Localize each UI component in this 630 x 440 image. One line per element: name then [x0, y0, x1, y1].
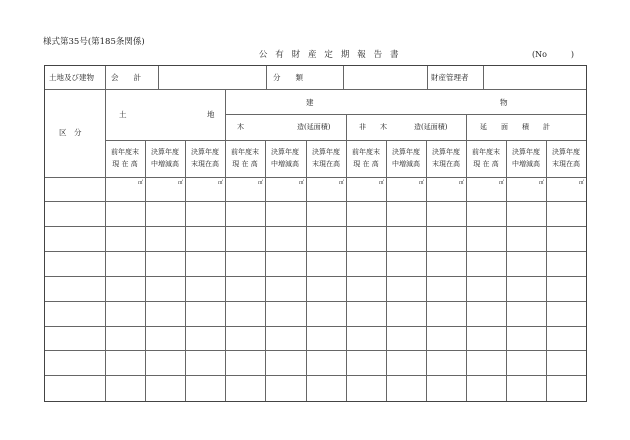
unit-label: ㎡: [379, 180, 385, 186]
unit-label: ㎡: [499, 180, 505, 186]
column-divider: [145, 140, 146, 401]
nonwooden-area-label: 造(延面積): [414, 123, 448, 131]
header-divider: [105, 66, 106, 89]
unit-label: ㎡: [459, 180, 465, 186]
land-char: 土: [119, 110, 127, 119]
report-title: 公 有 財 産 定 期 報 告 書: [258, 50, 402, 60]
row-divider: [45, 201, 586, 202]
building-char: 建: [306, 98, 314, 107]
column-divider: [306, 140, 307, 401]
column-header: 決算年度 末現在高: [432, 148, 460, 168]
account-label: 会 計: [111, 73, 141, 82]
unit-label: ㎡: [258, 180, 264, 186]
unit-label: ㎡: [339, 180, 345, 186]
building-char: 物: [500, 98, 508, 107]
land-building-label: 土地及び建物: [49, 73, 94, 82]
column-header: 前年度末 現 在 高: [111, 148, 139, 168]
unit-label: ㎡: [539, 180, 545, 186]
header-bottom-divider: [45, 177, 586, 178]
column-divider: [386, 140, 387, 401]
row-divider: [45, 375, 586, 376]
column-header: 前年度末 現 在 高: [231, 148, 259, 168]
column-header: 決算年度 中増減高: [151, 148, 179, 168]
column-divider: [506, 140, 507, 401]
manager-label: 財産管理者: [431, 73, 469, 82]
column-header: 前年度末 現 在 高: [472, 148, 500, 168]
column-header: 決算年度 中増減高: [271, 148, 299, 168]
header-divider: [427, 66, 428, 89]
form-label: 様式第35号(第185条関係): [43, 37, 145, 47]
row-divider: [45, 251, 586, 252]
unit-label: ㎡: [579, 180, 585, 186]
column-header: 決算年度 中増減高: [512, 148, 540, 168]
report-number: (No ): [532, 50, 575, 59]
section-label: 区 分: [59, 128, 82, 137]
unit-label: ㎡: [419, 180, 425, 186]
header-divider: [266, 66, 267, 89]
column-header: 決算年度 中増減高: [392, 148, 420, 168]
building-subheader-divider: [225, 114, 586, 115]
column-divider: [426, 140, 427, 401]
row-divider: [45, 301, 586, 302]
header-divider: [343, 66, 344, 89]
report-table: [44, 65, 587, 402]
wooden-label: 木: [237, 123, 244, 131]
column-header: 決算年度 末現在高: [191, 148, 219, 168]
row-divider: [45, 276, 586, 277]
header-row-divider: [45, 89, 586, 90]
column-header: 決算年度 末現在高: [552, 148, 580, 168]
row-divider: [45, 350, 586, 351]
land-building-divider: [225, 89, 226, 401]
column-divider: [546, 140, 547, 401]
unit-label: ㎡: [299, 180, 305, 186]
column-divider: [265, 140, 266, 401]
row-divider: [45, 226, 586, 227]
column-divider: [185, 140, 186, 401]
column-header: 前年度末 現 在 高: [352, 148, 380, 168]
header-divider: [483, 66, 484, 89]
unit-label: ㎡: [178, 180, 184, 186]
wooden-area-label: 造(延面積): [297, 123, 331, 131]
category-label: 分 類: [273, 73, 303, 82]
header-divider: [158, 66, 159, 89]
section-divider: [105, 89, 106, 401]
unit-label: ㎡: [138, 180, 144, 186]
unit-label: ㎡: [218, 180, 224, 186]
row-divider: [45, 326, 586, 327]
land-char: 地: [207, 110, 215, 119]
total-floor-area-label: 延 面 積 計: [480, 123, 550, 131]
nonwooden-label: 非 木: [359, 123, 387, 131]
column-header: 決算年度 末現在高: [312, 148, 340, 168]
